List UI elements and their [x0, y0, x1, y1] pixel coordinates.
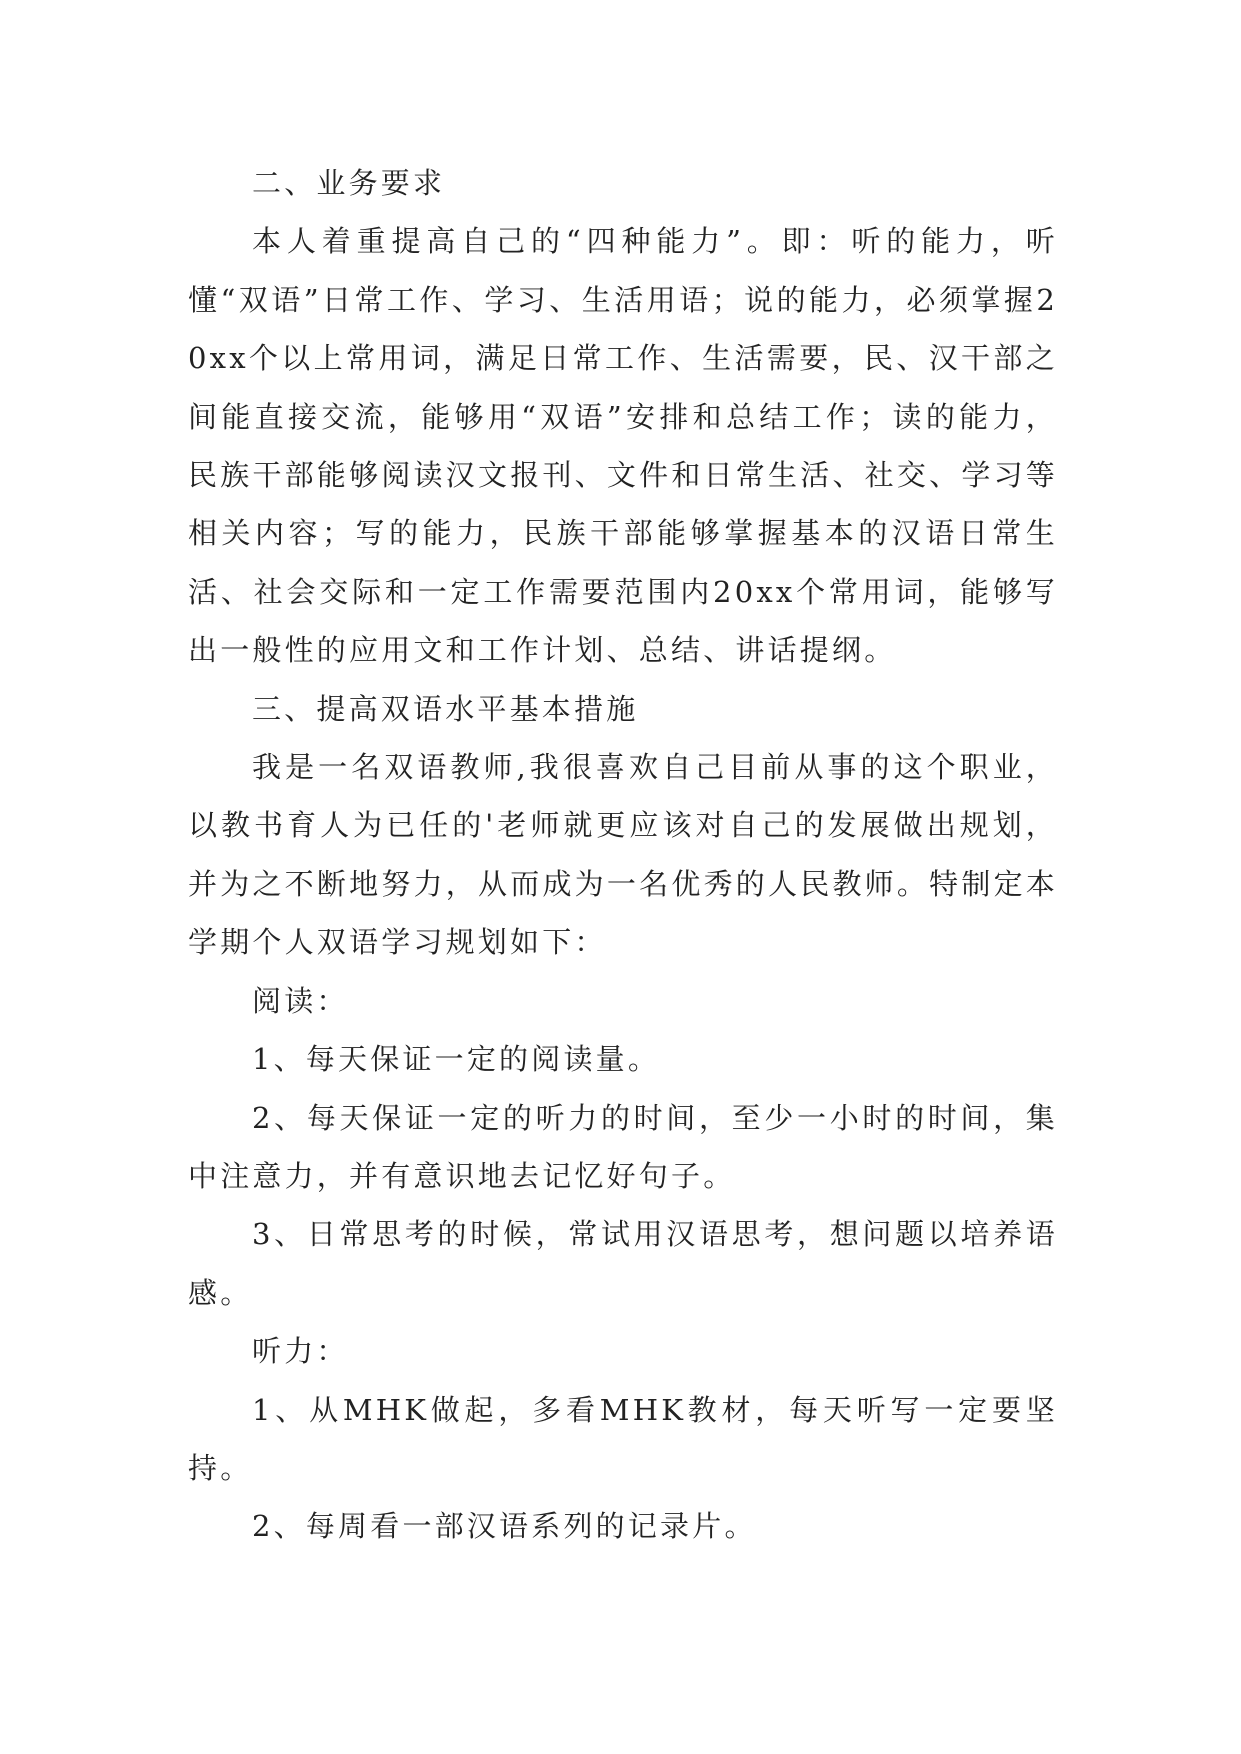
list-item-listening-2: 2、每周看一部汉语系列的记录片。 — [252, 1509, 757, 1544]
paragraph-four-abilities: 本人着重提高自己的“四种能力”。即：听的能力，听懂“双语”日常工作、学习、生活用语；说的能力，必须掌握20xx个以上常用词，满足日常工作、生活需要，民、汉干部之间能直接交流，能够用“双语”安排和总结工作；读的能力，民族干部能够阅读汉文报刊、文件和日常生活、社交、学习等相关内容；写的能力，民族干部能够掌握基本的汉语日常生活、社会交际和一定工作需要范围内20xx个常用词，能够写出一般性的应用文和工作计划、总结、讲话提纲。 — [188, 224, 1058, 668]
list-item-reading-2: 2、每天保证一定的听力的时间，至少一小时的时间，集中注意力，并有意识地去记忆好句子。 — [188, 1100, 1058, 1193]
document-body — [188, 154, 1058, 1556]
section-heading-business-requirements: 二、业务要求 — [252, 166, 446, 200]
subheading-listening: 听力： — [252, 1334, 349, 1369]
paragraph-teacher-plan: 我是一名双语教师,我很喜欢自己目前从事的这个职业，以教书育人为已任的'老师就更应该对自己的发展做出规划，并为之不断地努力，从而成为一名优秀的人民教师。特制定本学期个人双语学习规划如下： — [188, 750, 1058, 960]
list-item-listening-1: 1、从MHK做起，多看MHK教材，每天听写一定要坚持。 — [188, 1392, 1058, 1485]
section-heading-measures: 三、提高双语水平基本措施 — [252, 691, 639, 726]
list-item-reading-3: 3、日常思考的时候，常试用汉语思考，想问题以培养语感。 — [188, 1217, 1058, 1310]
subheading-reading: 阅读： — [252, 983, 349, 1018]
list-item-reading-1: 1、每天保证一定的阅读量。 — [252, 1042, 661, 1077]
